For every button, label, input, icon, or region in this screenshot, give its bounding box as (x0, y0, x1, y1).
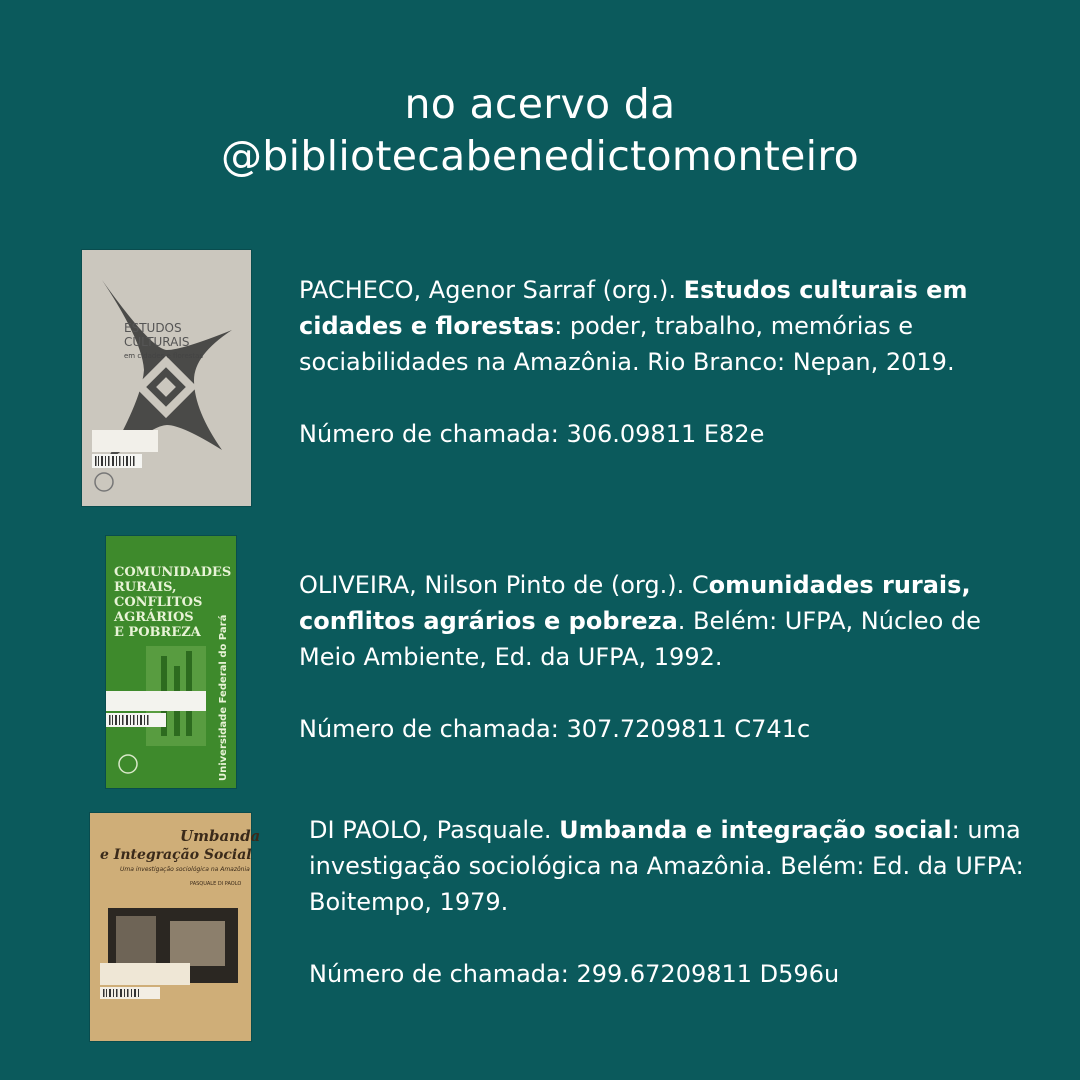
cover-3-title-line1: Umbanda (180, 827, 261, 845)
cover-3-subtitle: Uma investigação sociológica na Amazônia (120, 866, 250, 873)
cover-3-author: PASQUALE DI PAOLO (190, 881, 242, 887)
book-2-title: omunidades rurais, conflitos agrários e pobreza (299, 571, 971, 635)
cover-2-publisher: Universidade Federal do Pará (218, 614, 229, 781)
cover-3-art (90, 813, 261, 1041)
cover-1-title-line2: CULTURAIS (124, 335, 190, 349)
header (0, 78, 1080, 182)
cover-2-title-line3: CONFLITOS (114, 595, 203, 610)
book-entry-3 (309, 812, 1039, 992)
cover-2-title-line1: COMUNIDADES (114, 565, 232, 580)
book-1-details: : poder, trabalho, memórias e sociabilidades na Amazônia. Rio Branco: Nepan, 2019. (299, 312, 955, 376)
book-entry-2 (299, 567, 1039, 747)
book-cover-3 (90, 813, 261, 1041)
book-1-call-number: Número de chamada: 306.09811 E82e (299, 420, 765, 448)
cover-2-title-line5: E POBREZA (114, 625, 201, 640)
book-entry-1 (299, 272, 999, 452)
cover-2-title-line2: RURAIS, (114, 580, 177, 595)
book-2-details: . Belém: UFPA, Núcleo de Meio Ambiente, Ed. da UFPA, 1992. (299, 607, 981, 671)
cover-1-art (82, 250, 251, 506)
book-1-title: Estudos culturais em cidades e florestas (299, 276, 968, 340)
book-cover-2 (106, 536, 236, 788)
book-3-title: Umbanda e integração social (559, 816, 952, 844)
cover-1-title-line1: ESTUDOS (124, 321, 182, 335)
header-handle: @bibliotecabenedictomonteiro (221, 132, 859, 180)
cover-1-subtitle: em cidades e florestas (124, 352, 204, 360)
cover-2-title-line4: AGRÁRIOS (114, 610, 194, 625)
cover-2-art (106, 536, 236, 788)
cover-3-title-line2: e Integração Social (100, 847, 252, 863)
book-3-call-number: Número de chamada: 299.67209811 D596u (309, 960, 840, 988)
book-3-author: DI PAOLO, Pasquale. (309, 816, 560, 844)
book-2-call-number: Número de chamada: 307.7209811 C741c (299, 715, 811, 743)
book-1-author: PACHECO, Agenor Sarraf (org.). (299, 276, 684, 304)
header-line-1: no acervo da (404, 80, 676, 128)
book-2-author: OLIVEIRA, Nilson Pinto de (org.). C (299, 571, 709, 599)
book-3-details: : uma investigação sociológica na Amazônia. Belém: Ed. da UFPA: Boitempo, 1979. (309, 816, 1024, 916)
book-cover-1 (82, 250, 251, 506)
